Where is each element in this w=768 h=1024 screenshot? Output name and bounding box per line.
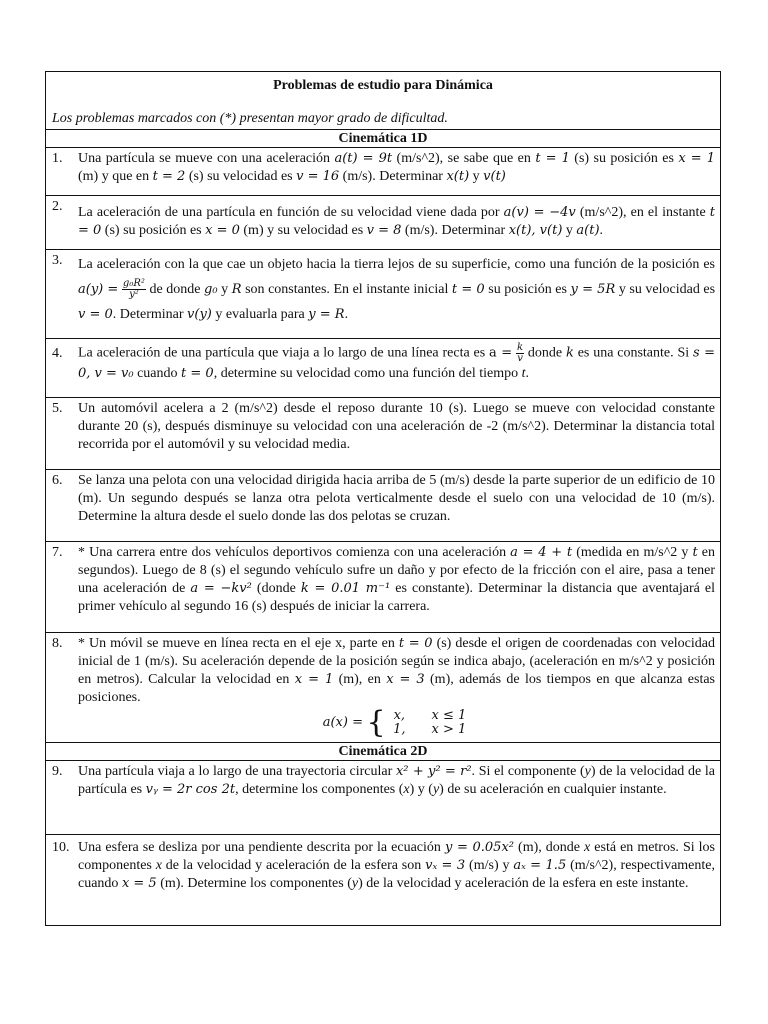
math-expr: x² + y² = r² <box>395 764 472 779</box>
problem-text <box>78 252 715 338</box>
text-run: ) de su aceleración en cualquier instante. <box>439 782 667 797</box>
text-run: (m), además de los tiempos en que alcanza estas posiciones. <box>78 672 716 705</box>
fraction <box>122 279 146 300</box>
text-run: cuando <box>133 366 182 381</box>
problem-number: 9. <box>52 764 63 779</box>
math-expr: a = <box>489 345 513 361</box>
problem-number: 10. <box>52 840 70 855</box>
text-run: Una partícula se mueve con una aceleración <box>78 151 335 166</box>
problem-5 <box>46 398 720 470</box>
fraction-denominator: y² <box>129 289 139 301</box>
math-expr: v = 8 <box>366 223 402 238</box>
case-value: 1, <box>393 722 406 737</box>
text-run: Una partícula viaja a lo largo de una trayectoria circular <box>78 764 396 779</box>
problem-text <box>78 198 715 249</box>
problem-8 <box>46 633 720 743</box>
problem-number: 1. <box>52 151 63 166</box>
equation-lhs: a(x) = <box>322 715 363 731</box>
text-run: (s) su posición es <box>101 223 206 238</box>
problem-number: 8. <box>52 636 63 651</box>
math-expr: k = 0.01 m⁻¹ <box>300 581 391 596</box>
math-expr: v = 16 <box>296 169 340 184</box>
math-expr: s = 0, v = v₀ <box>78 345 716 381</box>
problem-number: 3. <box>52 253 63 268</box>
math-expr: a(v) = −4v <box>503 205 576 220</box>
text-run: está en metros. Si los componentes <box>78 840 715 873</box>
problem-sheet <box>45 71 721 926</box>
text-run: Una esfera se desliza por una pendiente descrita por la ecuación <box>78 840 445 855</box>
math-var: y <box>351 876 359 891</box>
text-run: . Si el componente ( <box>471 764 585 779</box>
text-run: donde <box>524 345 566 361</box>
math-expr: a = 4 + t <box>510 545 573 560</box>
math-expr: t = 0 <box>78 205 715 238</box>
piecewise-equation <box>78 705 715 740</box>
math-expr: t = 1 <box>535 151 570 166</box>
math-expr: x = 0 <box>205 223 240 238</box>
text-run: (medida en m/s^2 y <box>572 545 693 560</box>
sheet-header <box>46 72 720 130</box>
case-condition: x > 1 <box>431 722 467 737</box>
math-expr: R <box>231 282 242 297</box>
text-run: su posición es <box>484 282 571 297</box>
piecewise-cases <box>389 709 470 737</box>
problem-text <box>78 635 715 742</box>
math-expr: y = R <box>308 307 345 322</box>
text-run: (s) su velocidad es <box>185 169 297 184</box>
math-expr: a(t) <box>576 223 600 238</box>
math-var: y <box>432 782 440 797</box>
case-value: x, <box>393 708 406 723</box>
section-header-2d: Cinemática 2D <box>46 743 720 761</box>
section-header-1d: Cinemática 1D <box>46 130 720 148</box>
math-var: x <box>584 840 591 855</box>
text-run: La aceleración de una partícula que viaja a lo largo de una línea recta es <box>78 345 490 361</box>
text-run: La aceleración con la que cae un objeto hacia la tierra lejos de su superficie, como una función de la posición es <box>78 257 715 272</box>
text-run: (m/s^2), se sabe que en <box>392 151 536 166</box>
problem-text <box>78 150 715 195</box>
math-expr: x(t) <box>446 169 470 184</box>
math-expr: g₀ <box>204 282 218 297</box>
math-expr: vᵧ = 2r cos 2t <box>145 782 236 797</box>
text-run: es una constante. Si <box>573 345 693 361</box>
math-expr: t <box>692 545 698 560</box>
problem-text <box>78 544 715 632</box>
problem-number: 2. <box>52 199 63 214</box>
text-run: y <box>469 169 484 184</box>
math-expr: v = 0 <box>78 307 113 322</box>
problem-2 <box>46 196 720 250</box>
problem-number: 4. <box>52 346 63 361</box>
problem-7 <box>46 542 720 633</box>
fraction-denominator: v <box>517 353 523 364</box>
math-expr: t <box>521 366 526 381</box>
text-run: es constante). Determinar la distancia que aventajará el primer vehículo al segundo 16 (s) después de iniciar la carrera. <box>78 581 716 614</box>
math-expr: k <box>565 345 574 361</box>
math-expr: x = 1 <box>678 151 715 166</box>
math-expr: a(y) = <box>78 282 119 297</box>
math-expr: x = 3 <box>386 672 425 687</box>
text-run: . <box>344 307 349 322</box>
case-condition: x ≤ 1 <box>431 708 467 723</box>
problem-text <box>78 341 715 397</box>
problem-10 <box>46 835 720 925</box>
text-run: (m/s). Determinar <box>401 223 509 238</box>
problem-3 <box>46 250 720 339</box>
problem-text <box>78 763 715 834</box>
text-run: ) de la velocidad de la partícula es <box>78 764 715 797</box>
text-run: ) de la velocidad y aceleración de la esfera en este instante. <box>358 876 689 891</box>
text-run: (m/s^2), respectivamente, cuando <box>78 858 715 891</box>
problem-number: 7. <box>52 545 63 560</box>
math-expr: aₓ = 1.5 <box>513 858 567 873</box>
text-run: (s) desde el origen de coordenadas con velocidad inicial de 1 (m/s). Su aceleración depende de la posición según se indica abajo, (aceleración en m/s^2 y posición en metros). Calcular la velocidad en <box>78 636 715 687</box>
math-expr: x(t), v(t) <box>508 223 563 238</box>
problem-text: Un automóvil acelera a 2 (m/s^2) desde el reposo durante 10 (s). Luego se mueve con velocidad constante durante 20 (s), después disminuye su velocidad con una aceleración de -2 (m/s^2). Determinar la distancia total recorrida por el automóvil y su velocidad media. <box>78 401 715 452</box>
math-expr: t = 2 <box>152 169 186 184</box>
problem-6 <box>46 470 720 542</box>
brace-glyph: { <box>366 705 386 740</box>
text-run: , determine los componentes ( <box>235 782 404 797</box>
problem-number: 5. <box>52 401 63 416</box>
math-expr: t = 0 <box>451 282 485 297</box>
text-run: * Una carrera entre dos vehículos deportivos comienza con una aceleración <box>78 545 511 560</box>
math-expr: v(t) <box>483 169 506 184</box>
text-run: , determine su velocidad como una función del tiempo <box>213 366 522 381</box>
case-row <box>389 723 470 737</box>
text-run: . Determinar <box>112 307 188 322</box>
text-run: (m/s) y <box>465 858 514 873</box>
math-expr: x = 5 <box>121 876 157 891</box>
problem-body <box>78 635 715 707</box>
math-var: y <box>584 764 591 779</box>
text-run: (m/s). Determinar <box>339 169 447 184</box>
text-run: (m) y su velocidad es <box>239 223 367 238</box>
fraction-numerator: k <box>517 342 524 353</box>
text-run: ) y ( <box>409 782 433 797</box>
text-run: (m/s^2), en el instante <box>575 205 710 220</box>
math-expr: y = 0.05x² <box>444 840 514 855</box>
problem-1 <box>46 148 720 196</box>
math-expr: t = 0 <box>181 366 214 381</box>
text-run: (donde <box>251 581 301 596</box>
text-run: * Un móvil se mueve en línea recta en el eje x, parte en <box>78 636 399 651</box>
math-expr: a(t) = 9t <box>334 151 393 166</box>
document-title: Problemas de estudio para Dinámica <box>273 78 493 93</box>
problem-4 <box>46 339 720 398</box>
text-run: son constantes. En el instante inicial <box>241 282 452 297</box>
case-row <box>389 709 470 723</box>
math-var: x <box>403 782 410 797</box>
problem-number: 6. <box>52 473 63 488</box>
text-run: (s) su posición es <box>569 151 679 166</box>
math-expr: x = 1 <box>294 672 334 687</box>
text-run: y evaluarla para <box>211 307 309 322</box>
math-expr: y = 5R <box>570 282 616 297</box>
text-run: (m), en <box>333 672 387 687</box>
fraction <box>516 343 524 364</box>
text-run: y <box>217 282 232 297</box>
text-run: (m) y que en <box>78 169 153 184</box>
fraction-numerator: g₀R² <box>122 278 145 290</box>
text-run: y <box>562 223 577 238</box>
math-var: x <box>155 858 162 873</box>
text-run: . <box>599 223 604 238</box>
text-run: La aceleración de una partícula en función de su velocidad viene dada por <box>78 205 504 220</box>
text-run: de la velocidad y aceleración de la esfera son <box>161 858 426 873</box>
math-expr: t = 0 <box>398 636 433 651</box>
text-run: (m). Determine los componentes ( <box>156 876 352 891</box>
text-run: en segundos). Luego de 8 (s) el segundo vehículo sufre un daño y por efecto de la fricción con el aire, pasa a tener una aceleración de <box>78 545 716 596</box>
text-run: (m), donde <box>514 840 585 855</box>
problem-9 <box>46 761 720 835</box>
text-run: . <box>525 366 529 381</box>
math-expr: v(y) <box>187 307 212 322</box>
text-run: de donde <box>145 282 205 297</box>
problem-text <box>78 839 715 925</box>
math-expr: vₓ = 3 <box>425 858 466 873</box>
text-run: y su velocidad es <box>615 282 716 297</box>
difficulty-note: Los problemas marcados con (*) presentan mayor grado de dificultad. <box>52 111 448 126</box>
problem-text: Se lanza una pelota con una velocidad dirigida hacia arriba de 5 (m/s) desde la parte superior de un edificio de 10 (m). Un segundo después se lanza otra pelota verticalmente desde el suelo con una velocidad de 10 (m/s). Determine la altura desde el suelo donde las dos pelotas se cruzan. <box>78 473 715 524</box>
math-expr: a = −kv² <box>190 581 252 596</box>
